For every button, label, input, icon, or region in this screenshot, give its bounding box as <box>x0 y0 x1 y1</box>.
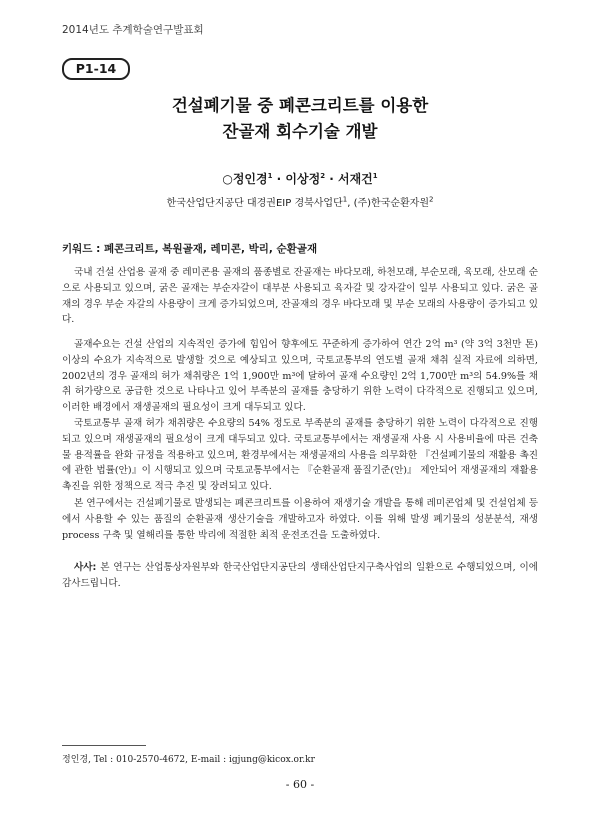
body-paragraph-2 <box>62 337 538 416</box>
acknowledgement-text: 본 연구는 산업통상자원부와 한국산업단지공단의 생태산업단지구축사업의 일환으로 수행되었으며, 이에 감사드립니다. <box>62 562 538 589</box>
author-separator: · <box>325 172 338 186</box>
paragraph-text: 국토교통부 골재 허가 채취량은 수요량의 54% 정도로 부족분의 골재를 충당하기 위한 노력이 다각적으로 진행되고 있으며 재생골재의 필요성이 크게 대두되고 있다. 국토교통부에서는 재생골재 사용 시 사용비율에 따른 건축물 용적률을 완화 규정을 적용하고 있으며, 환경부에서는 재생골재의 사용을 의무화한 『건설폐기물의 재활용 촉진에 관한 법률(안)』이 시행되고 있으며 국토교통부에서는 『순환골재 품질기준(안)』 제안되어 재생골재의 재활용 촉진을 위한 정책으로 적극 추진 및 장려되고 있다. <box>62 418 538 493</box>
body-paragraph-4 <box>62 496 538 543</box>
affiliation-1-mark: 1 <box>342 195 348 204</box>
acknowledgement <box>62 560 538 592</box>
body-paragraph-3 <box>62 416 538 495</box>
paper-title-line-1: 건설폐기물 중 폐콘크리트를 이용한 <box>171 96 429 115</box>
paragraph-text: 본 연구에서는 건설폐기물로 발생되는 폐콘크리트를 이용하여 재생기술 개발을 통해 레미콘업체 및 건설업체 등에서 사용할 수 있는 품질의 순환골재 생산기술을 개발하고자 하였다. 이를 위해 발생 폐기물의 성분분석, 재생 process 구축 및 열해리를 통한 박리에 적절한 최적 운전조건을 도출하였다. <box>62 498 538 541</box>
paragraph-text: 국내 건설 산업용 골재 중 레미콘용 골재의 품종별로 잔골재는 바다모래, 하천모래, 부순모래, 육모래, 산모래 순으로 사용되고 있으며, 굵은 골재는 부순자갈이 대부분 사용되고 육자갈 및 강자갈이 일부 사용되고 있다. 굵은 골재의 경우 부순 자갈의 사용량이 크게 증가되었으며, 잔골재의 경우 바다모래 및 부순 모래의 사용량이 증가되고 있다. <box>62 267 538 326</box>
author-1: ○정인경 <box>222 172 268 186</box>
author-2-affil-mark: 2 <box>320 172 326 180</box>
paper-title-line-2: 잔골재 회수기술 개발 <box>222 122 378 141</box>
author-separator: · <box>272 172 286 186</box>
conference-header: 2014년도 추계학술연구발표회 <box>62 24 204 36</box>
footnote-divider <box>62 745 146 746</box>
body-paragraph-1 <box>62 265 538 328</box>
poster-code-badge: P1-14 <box>62 58 130 80</box>
author-3-affil-mark: 1 <box>372 172 378 180</box>
author-3: 서재건 <box>337 172 373 186</box>
keywords: 키워드 : 폐콘크리트, 복원골재, 레미콘, 박리, 순환골재 <box>62 243 318 255</box>
author-list <box>0 170 600 187</box>
affiliations <box>0 194 600 209</box>
paragraph-text: 골재수요는 건설 산업의 지속적인 증가에 힘입어 향후에도 꾸준하게 증가하여 연간 2억 m³ (약 3억 3천만 톤) 이상의 수요가 지속적으로 발생할 것으로 예상되고 있으며, 국토교통부의 연도별 골재 채취 실적 자료에 의하면, 2002년의 경우 골재의 허가 채취량은 1억 1,900만 m³에 달하여 골재 수요량인 2억 1,700만 m³의 54.9%를 채취 허가량으로 공급한 것으로 나타나고 있어 부족분의 골재를 충당하기 위한 노력이 다각적으로 진행되고 있으며, 이러한 배경에서 재생골재의 필요성이 크게 대두되고 있다. <box>62 339 538 414</box>
affiliation-2: , (주)한국순환자원 <box>347 198 429 209</box>
corresponding-author-footnote: 정인경, Tel : 010-2570-4672, E-mail : igjung@kicox.or.kr <box>62 755 315 765</box>
author-2: 이상정 <box>285 172 321 186</box>
page-number: - 60 - <box>285 778 315 791</box>
affiliation-1: 한국산업단지공단 대경권EIP 경북사업단 <box>166 198 343 209</box>
affiliation-2-mark: 2 <box>429 195 434 204</box>
author-1-affil-mark: 1 <box>267 172 273 180</box>
acknowledgement-label: 사사: <box>74 562 97 573</box>
